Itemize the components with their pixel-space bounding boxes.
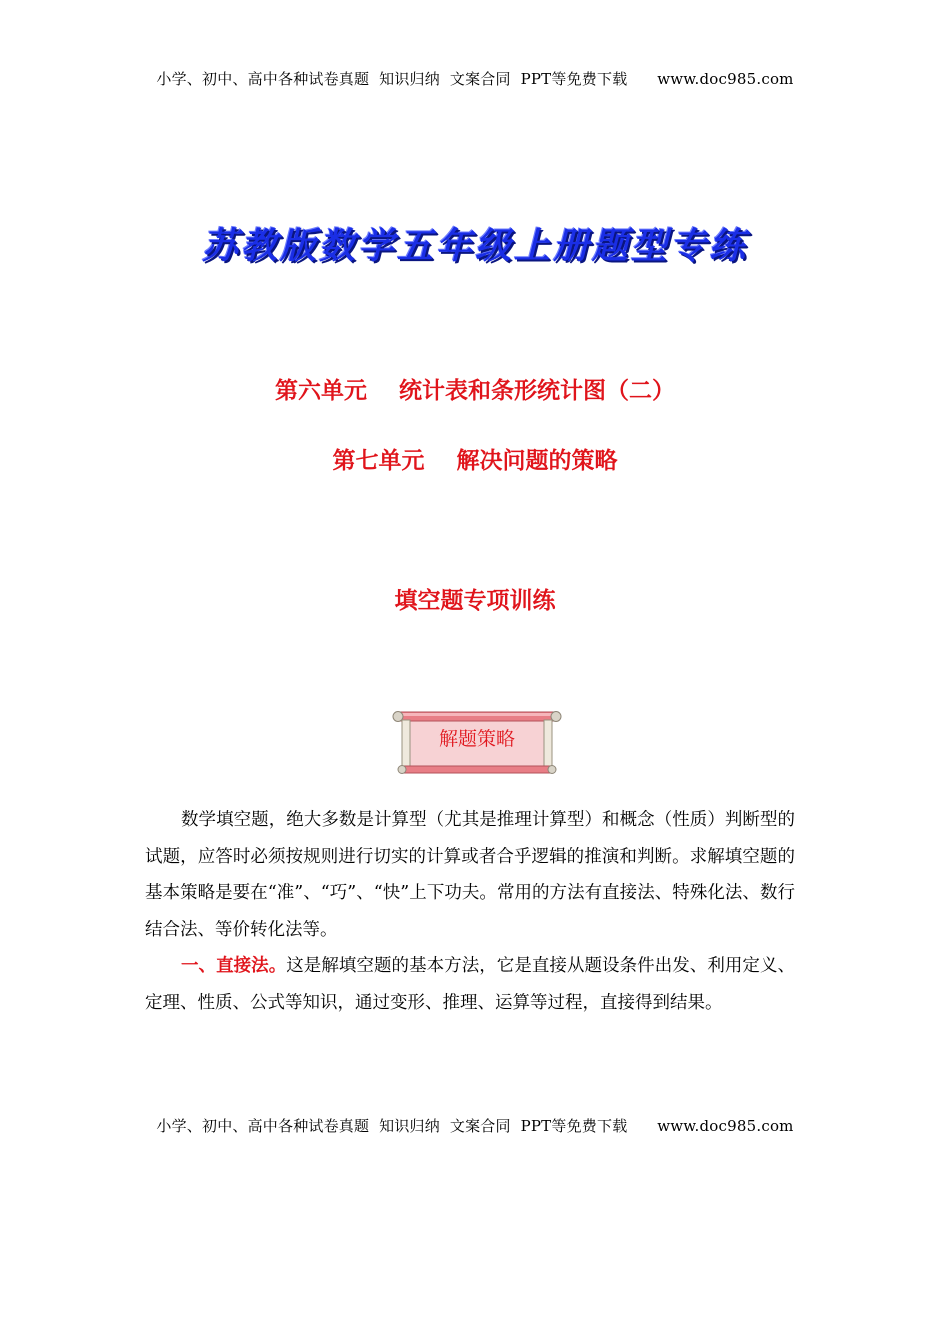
unit-six-heading: 第六单元 统计表和条形统计图（二）	[274, 378, 676, 404]
direct-method-text: 这是解填空题的基本方法，它是直接从题设条件出发、利用定义、定理、性质、公式等知识，通过变形、推理、运算等过程，直接得到结果。	[145, 956, 795, 1013]
direct-method-label: 一、直接法。	[181, 956, 287, 976]
section-heading: 填空题专项训练	[394, 588, 556, 614]
scroll-label: 解题策略	[438, 728, 515, 750]
unit-seven-heading: 第七单元 解决问题的策略	[332, 448, 618, 474]
intro-paragraph: 数学填空题，绝大多数是计算型（尤其是推理计算型）和概念（性质）判断型的试题，应答时必须按规则进行切实的计算或者合乎逻辑的推演和判断。求解填空题的基本策略是要在“准”、“巧”、“快”上下功夫。常用的方法有直接法、特殊化法、数行结合法、等价转化法等。	[145, 810, 795, 940]
main-title: 苏教版数学五年级上册题型专练	[201, 226, 748, 267]
page-header: 小学、初中、高中各种试卷真题 知识归纳 文案合同 PPT等免费下载 www.doc985.com	[156, 70, 794, 88]
strategy-scroll-banner	[392, 708, 562, 776]
direct-method-paragraph	[145, 948, 795, 1021]
page-footer: 小学、初中、高中各种试卷真题 知识归纳 文案合同 PPT等免费下载 www.doc985.com	[156, 1117, 794, 1135]
